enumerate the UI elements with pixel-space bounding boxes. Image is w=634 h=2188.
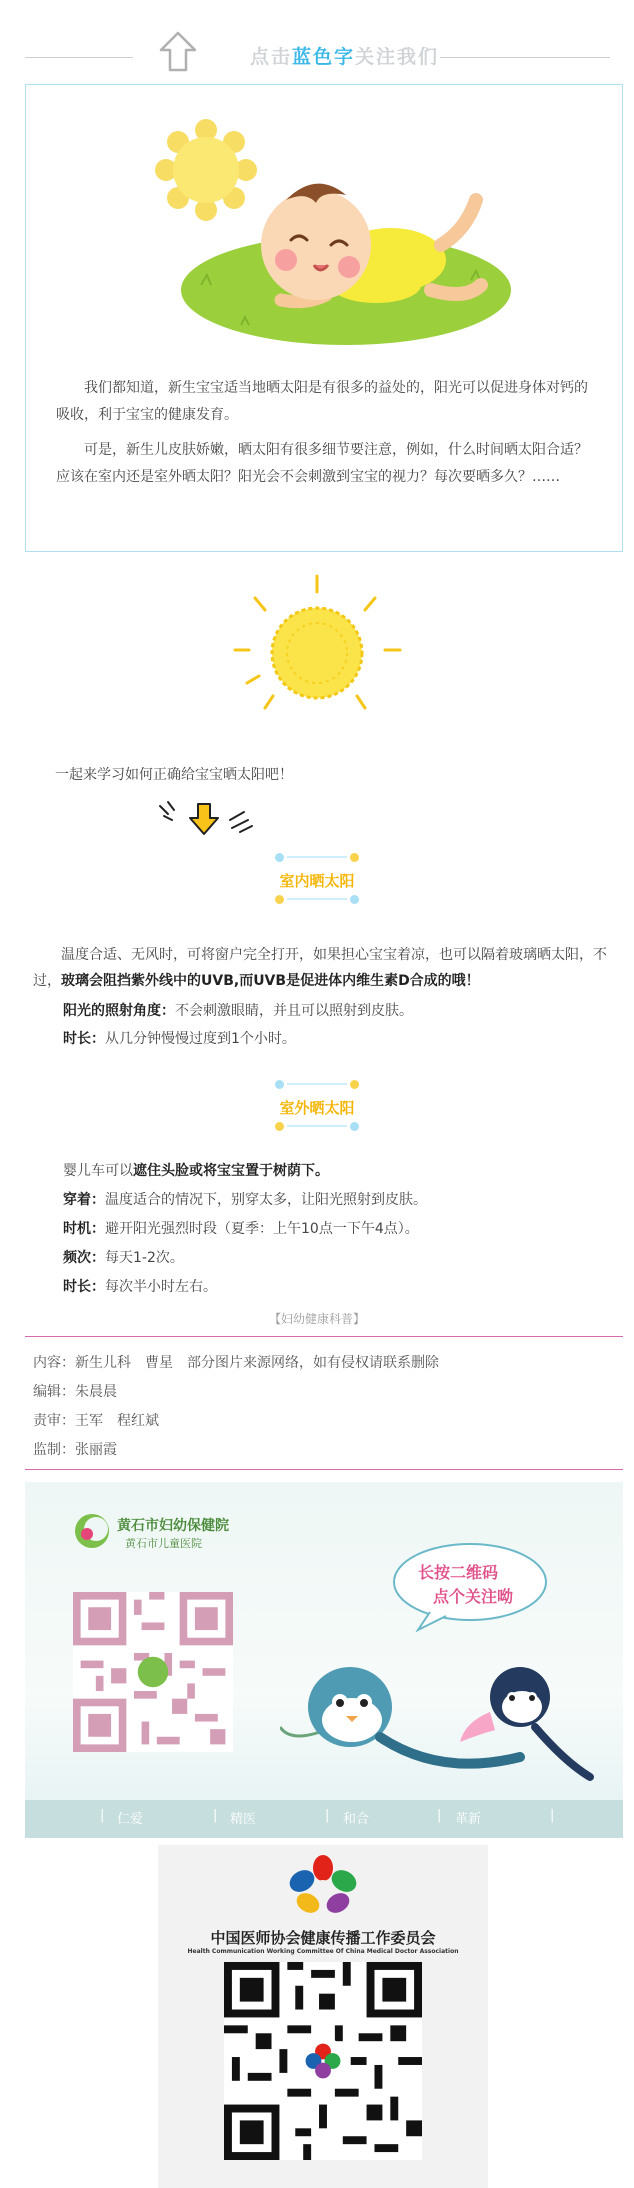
outdoor-wear-text: 温度适合的情况下，别穿太多，让阳光照射到皮肤。 [105,1192,427,1208]
slogan-separator: | [550,1808,555,1823]
outdoor-wear-label: 穿着： [63,1192,105,1208]
slogan-separator: | [100,1808,105,1823]
source-credit: 【妇幼健康科普】 [268,1312,365,1326]
intro-paragraph-1: 我们都知道，新生宝宝适当地晒太阳是有很多的益处的，阳光可以促进身体对钙的吸收，利于宝宝的健康发育。 [56,380,588,423]
slogan-1: 仁爱 [117,1812,144,1827]
intro-card [25,84,623,552]
slogan-separator: | [325,1808,330,1823]
outdoor-timing-text: 避开阳光强烈时段（夏季：上午10点一下午4点）。 [105,1221,419,1237]
outdoor-duration-label: 时长： [63,1279,105,1295]
header-divider-left [25,57,133,58]
indoor-text: 温度合适、无风时，可将窗户完全打开，如果担心宝宝着凉，也可以隔着玻璃晒太阳，不过， [33,947,607,989]
committee-name-en: Health Communication Working Committee Of China Medical Doctor Association [187,1948,459,1955]
section-dots-top [275,1080,359,1094]
committee-name: 中国医师协会健康传播工作委员会 [210,1929,436,1947]
staff-supervisor: 监制：张丽霞 [33,1442,117,1458]
indoor-angle-label: 阳光的照射角度： [63,1003,175,1019]
slogan-4: 革新 [455,1812,482,1827]
intro-paragraph-2: 可是，新生儿皮肤娇嫩，晒太阳有很多细节要注意，例如，什么时间晒太阳合适？应该在室内还是室外晒太阳？阳光会不会刺激到宝宝的视力？每次要晒多久？…… [56,442,588,485]
outdoor-stroller-bold: 遮住头脸或将宝宝置于树荫下。 [133,1163,329,1179]
indoor-angle [63,998,634,1024]
slogan-3: 和合 [343,1812,370,1827]
staff-divider-top [25,1336,623,1337]
follow-suffix: 关注我们 [355,46,440,68]
bubble-line-1: 长按二维码 [418,1563,499,1582]
slogan-2: 精医 [230,1812,257,1827]
indoor-duration-text: 从几分钟慢慢过度到1个小时。 [105,1031,296,1047]
staff-content: 内容：新生儿科 曹星 部分图片来源网络，如有侵权请联系删除 [33,1355,439,1371]
hospital-banner [25,1482,623,1838]
section-dots-bottom [275,1122,359,1136]
hospital-subname: 黄石市儿童医院 [125,1537,202,1550]
slogan-separator: | [213,1808,218,1823]
indoor-title: 室内晒太阳 [279,872,355,890]
committee-qr-code[interactable] [224,1962,422,2160]
indoor-duration-label: 时长： [63,1031,105,1047]
indoor-paragraph [33,942,611,994]
sun-illustration [225,568,410,738]
outdoor-stroller-text: 婴儿车可以 [63,1163,133,1179]
down-arrow-icon [158,800,258,840]
outdoor-timing-label: 时机： [63,1221,105,1237]
swallow-mascots-illustration [280,1642,610,1802]
outdoor-frequency [63,1245,634,1271]
outdoor-timing [63,1216,634,1242]
slogan-separator: | [437,1808,442,1823]
section-dots-top [275,853,359,867]
up-arrow-icon [158,30,198,74]
outdoor-frequency-label: 频次： [63,1250,105,1266]
outdoor-frequency-text: 每天1-2次。 [105,1250,184,1266]
follow-prompt [250,42,439,69]
staff-editor: 编辑：朱晨晨 [33,1384,117,1400]
outdoor-title: 室外晒太阳 [279,1099,355,1117]
outdoor-wear [63,1187,634,1213]
indoor-duration [63,1026,634,1052]
follow-header [0,0,634,80]
bubble-line-2: 点个关注呦 [433,1587,514,1606]
hospital-name: 黄石市妇幼保健院 [117,1518,229,1534]
staff-reviewer: 责审：王军 程红斌 [33,1413,159,1429]
hospital-logo-icon [73,1512,111,1550]
committee-logo-icon [286,1853,360,1923]
outdoor-duration [63,1274,634,1300]
indoor-angle-text: 不会刺激眼睛，并且可以照射到皮肤。 [175,1003,413,1019]
lead-text: 一起来学习如何正确给宝宝晒太阳吧！ [55,767,293,783]
follow-link[interactable]: 蓝色字 [292,46,356,68]
baby-sunbathing-illustration [111,95,531,345]
staff-divider-bottom [25,1469,623,1470]
committee-card [158,1845,488,2188]
section-dots-bottom [275,895,359,909]
indoor-text-bold: 玻璃会阻挡紫外线中的UVB,而UVB是促进体内维生素D合成的哦！ [61,973,480,989]
header-divider-right [440,57,610,58]
slogan-bar [25,1800,623,1838]
hospital-qr-code[interactable] [73,1592,233,1752]
follow-prefix: 点击 [250,46,293,68]
outdoor-stroller [63,1158,634,1184]
outdoor-duration-text: 每次半小时左右。 [105,1279,217,1295]
